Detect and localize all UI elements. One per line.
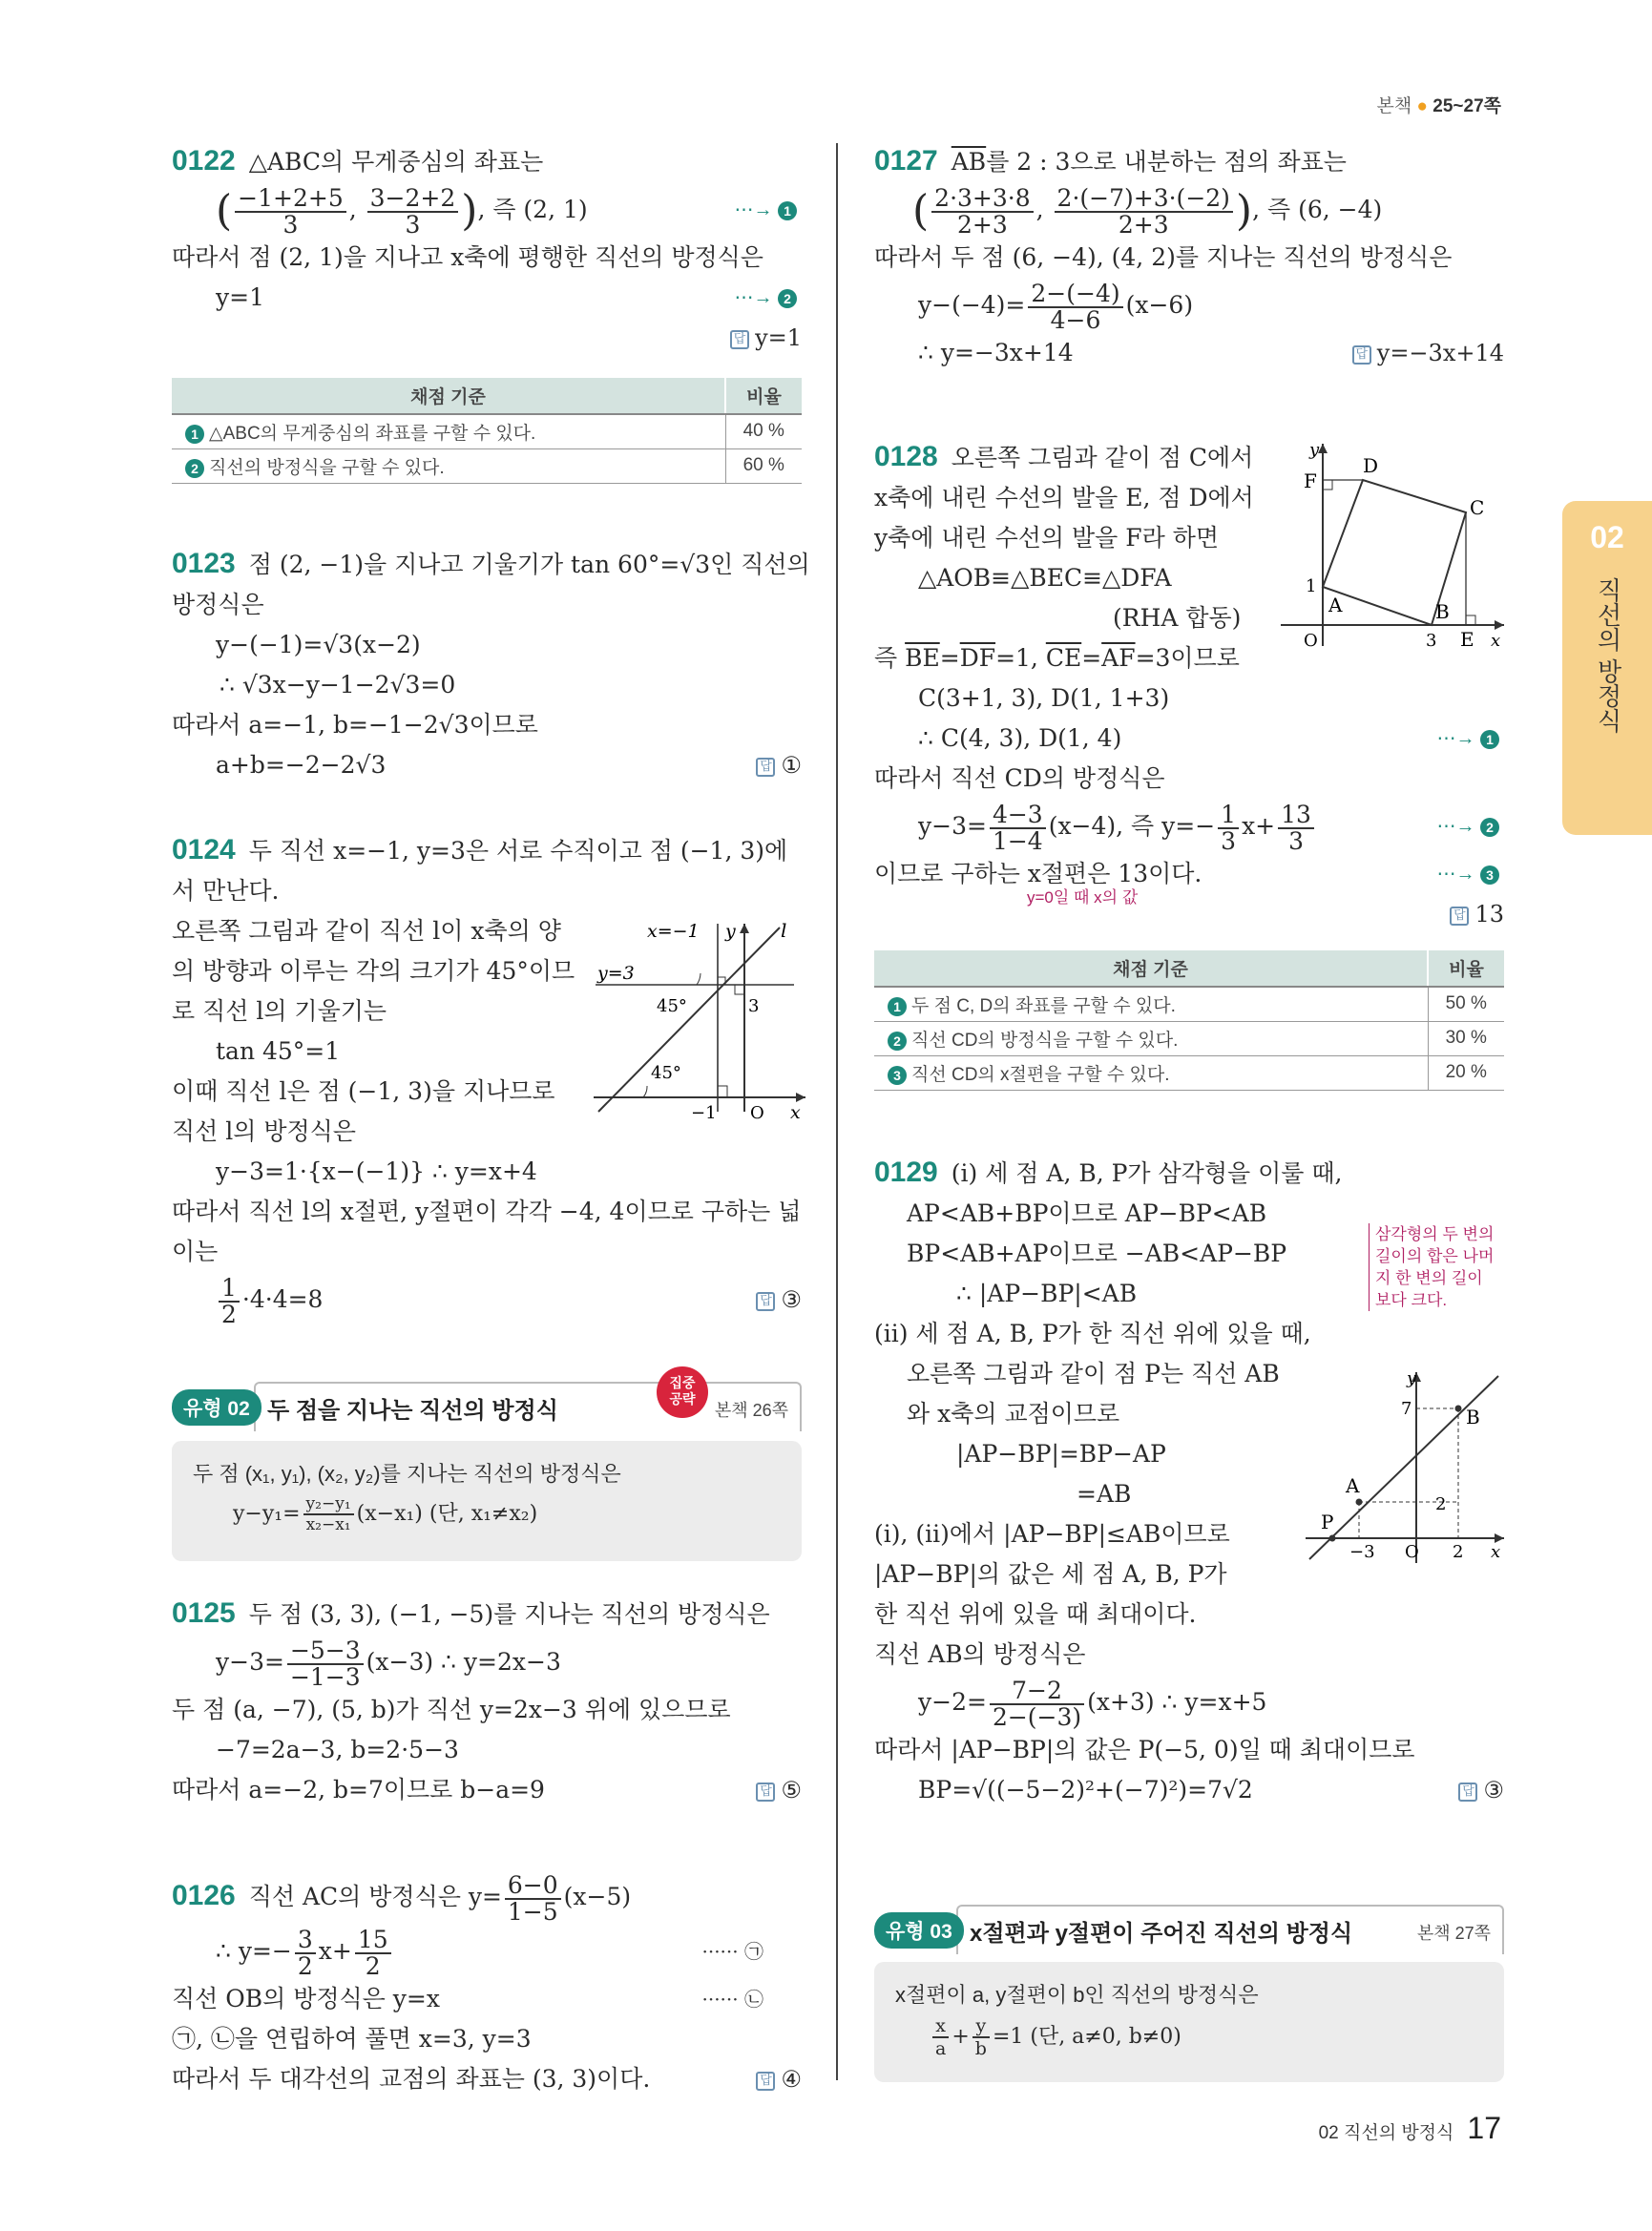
text: 따라서 a=−2, b=7이므로 b−a=9 bbox=[172, 1776, 545, 1804]
label-origin: O bbox=[1304, 631, 1318, 651]
type-reference: 본책 27쪽 bbox=[1416, 1924, 1491, 1943]
numerator: y₂−y₁ bbox=[303, 1494, 354, 1515]
text: y−(−4)= bbox=[918, 291, 1026, 319]
numerator: 6−0 bbox=[505, 1873, 561, 1900]
text: 로 직선 l의 기울기는 bbox=[172, 997, 387, 1025]
text: ① bbox=[781, 752, 802, 779]
problem-0125 bbox=[172, 1594, 802, 1810]
fraction bbox=[990, 1678, 1084, 1730]
label-one: 1 bbox=[1306, 576, 1317, 596]
ratio: 50 % bbox=[1428, 987, 1504, 1021]
text: tan 45°=1 bbox=[216, 1037, 341, 1065]
focus-badge bbox=[657, 1366, 708, 1418]
text: 13 bbox=[1474, 901, 1504, 928]
fraction bbox=[367, 183, 459, 239]
annotation: y=0일 때 x의 값 bbox=[1027, 888, 1139, 907]
text: + bbox=[951, 2025, 970, 2049]
text: (RHA 합동) bbox=[1113, 604, 1242, 632]
denominator: 3 bbox=[1221, 826, 1237, 855]
criterion: 직선 CD의 방정식을 구할 수 있다. bbox=[911, 1030, 1179, 1051]
type-title: x절편과 y절편이 주어진 직선의 방정식 bbox=[970, 1921, 1353, 1947]
answer bbox=[756, 1770, 802, 1810]
answer bbox=[756, 2059, 802, 2099]
label-line-l: l bbox=[781, 919, 787, 942]
text: y−3=1·{x−(−1)} ∴ y=x+4 bbox=[216, 1157, 537, 1185]
text: 이때 직선 l은 점 (−1, 3)을 지나므로 bbox=[172, 1077, 555, 1105]
type-tag: 유형 02 bbox=[172, 1389, 261, 1426]
text: $\overline{AF}$ bbox=[1101, 644, 1136, 672]
type-03-header bbox=[874, 1905, 1504, 1954]
text: = bbox=[1081, 644, 1102, 672]
answer-icon: 답 bbox=[1450, 907, 1469, 926]
text: (x−x₁) (단, x₁≠x₂) bbox=[356, 1502, 538, 1526]
note-line: 지 한 변의 길이 bbox=[1375, 1269, 1483, 1287]
text: y−2= bbox=[918, 1688, 987, 1716]
text: $\overline{AB}$ bbox=[951, 148, 987, 176]
label-point-b: B bbox=[1466, 1406, 1480, 1428]
label-origin: O bbox=[750, 1103, 764, 1121]
label-point-a: A bbox=[1328, 594, 1343, 616]
label-point-c: C bbox=[1470, 496, 1485, 519]
text: $\overline{DF}$ bbox=[959, 644, 996, 672]
note-line: 삼각형의 두 변의 bbox=[1375, 1225, 1495, 1243]
answer bbox=[756, 1272, 802, 1327]
numerator: 1 bbox=[1218, 803, 1239, 829]
text: ㉠, ㉡을 연립하여 풀면 x=3, y=3 bbox=[172, 2025, 532, 2053]
fraction bbox=[505, 1870, 561, 1926]
answer-icon: 답 bbox=[730, 330, 749, 349]
numerator: 3 bbox=[295, 1928, 316, 1954]
numerator: 2−(−4) bbox=[1028, 281, 1122, 308]
denominator: 1−5 bbox=[507, 1897, 558, 1926]
text: 두 직선 x=−1, y=3은 서로 수직이고 점 (−1, 3)에 bbox=[248, 837, 788, 865]
numerator: 13 bbox=[1278, 803, 1314, 829]
text: (x−5) bbox=[563, 1883, 632, 1910]
text: 오른쪽 그림과 같이 점 C에서 bbox=[951, 444, 1254, 471]
denominator: 2+3 bbox=[1118, 210, 1169, 239]
problem-number: 0129 bbox=[874, 1157, 938, 1188]
fraction bbox=[1278, 800, 1314, 855]
text: 두 점 (a, −7), (5, b)가 직선 y=2x−3 위에 있으므로 bbox=[172, 1696, 731, 1723]
fraction bbox=[1028, 281, 1122, 333]
fraction bbox=[355, 1925, 391, 1980]
denominator: 2 bbox=[221, 1300, 237, 1328]
denominator: 3 bbox=[1288, 826, 1304, 855]
text: 따라서 점 (2, 1)을 지나고 x축에 평행한 직선의 방정식은 bbox=[172, 243, 763, 271]
text: 서 만난다. bbox=[172, 877, 280, 905]
label-minus-three: −3 bbox=[1349, 1542, 1375, 1562]
answer-icon: 답 bbox=[756, 2072, 775, 2091]
denominator: −1−3 bbox=[289, 1662, 361, 1691]
page-header bbox=[1377, 92, 1501, 117]
text: 와 x축의 교점이므로 bbox=[907, 1400, 1120, 1428]
type-reference: 본책 26쪽 bbox=[714, 1401, 788, 1420]
text: , 즉 (6, −4) bbox=[1252, 196, 1383, 223]
criterion-number: 2 bbox=[185, 459, 204, 478]
text: y−(−1)=√3(x−2) bbox=[216, 631, 421, 658]
label-x-axis: x bbox=[1491, 1542, 1501, 1562]
ratio: 20 % bbox=[1428, 1055, 1504, 1090]
text: =AB bbox=[1077, 1480, 1132, 1508]
label-minus-one: −1 bbox=[691, 1103, 717, 1121]
text: y=1 bbox=[755, 324, 802, 351]
criterion: △ABC의 무게중심의 좌표를 구할 수 있다. bbox=[209, 423, 536, 444]
text: ⑤ bbox=[781, 1777, 802, 1804]
text: BP=√((−5−2)²+(−7)²)=7√2 bbox=[918, 1776, 1253, 1804]
problem-0127: 0127 $\overline{AB}$를 2 : 3으로 내분하는 점의 좌표는 ( $\frac{2\cdot 3+3\cdot 8}{2+3}$ , $\frac{2\cdot(-7)+3\cdot(-2)}{2+3}$ ), 즉 (6, −4) 따라서 두 점 (6, −4), (4, 2)를 지나는 직선의 방정식은 y−(−4)= $\frac{2-(-4)}{4-6}$ (x−6) ∴ y=−3x+14 답 y=−3x+14 bbox=[874, 141, 1504, 373]
text: 두 점 (3, 3), (−1, −5)를 지나는 직선의 방정식은 bbox=[248, 1600, 770, 1628]
answer bbox=[1458, 1770, 1504, 1810]
ratio: 60 % bbox=[725, 448, 802, 483]
fraction bbox=[972, 2015, 990, 2059]
type-tag: 유형 03 bbox=[874, 1912, 964, 1949]
figure-0128 bbox=[1275, 434, 1510, 654]
problem-number: 0122 bbox=[172, 145, 236, 177]
page-range: 25~27쪽 bbox=[1432, 96, 1501, 116]
text: y−3= bbox=[918, 812, 987, 840]
problem-number: 0128 bbox=[874, 441, 938, 472]
step-marker: ⋯→ 2 bbox=[734, 278, 802, 318]
label-point-f: F bbox=[1304, 469, 1317, 492]
answer-icon: 답 bbox=[756, 1292, 775, 1311]
type-02-summary bbox=[172, 1441, 802, 1561]
fraction bbox=[219, 1273, 240, 1328]
numerator: y bbox=[972, 2015, 990, 2038]
text: △ABC의 무게중심의 좌표는 bbox=[248, 148, 544, 176]
fraction bbox=[990, 800, 1046, 855]
denominator: x₂−x₁ bbox=[305, 1515, 351, 1534]
fraction bbox=[295, 1925, 316, 1980]
scoring-table-0128 bbox=[874, 950, 1504, 1091]
text: △AOB≡△BEC≡△DFA bbox=[918, 564, 1172, 592]
text: =1 (단, a≠0, b≠0) bbox=[992, 2025, 1181, 2049]
scoring-table-0122 bbox=[172, 378, 802, 484]
page-number: 17 bbox=[1467, 2111, 1501, 2145]
label-seven: 7 bbox=[1401, 1399, 1412, 1419]
label-y-eq: y=3 bbox=[597, 963, 635, 984]
text: C(3+1, 3), D(1, 1+3) bbox=[918, 684, 1170, 712]
text: 따라서 a=−1, b=−1−2√3이므로 bbox=[172, 711, 538, 739]
chapter-title: 직선의 방정식 bbox=[1594, 577, 1622, 734]
criterion-number: 1 bbox=[888, 997, 907, 1016]
numerator: 1 bbox=[219, 1276, 240, 1303]
text: x축에 내린 수선의 발을 E, 점 D에서 bbox=[874, 484, 1254, 511]
problem-0126 bbox=[172, 1868, 802, 2099]
denominator: 1−4 bbox=[992, 826, 1043, 855]
text: ③ bbox=[781, 1286, 802, 1313]
numerator: 7−2 bbox=[990, 1678, 1084, 1705]
answer-icon: 답 bbox=[756, 758, 775, 777]
label-y-axis: y bbox=[725, 921, 736, 942]
label-origin: O bbox=[1405, 1542, 1419, 1562]
denominator: b bbox=[974, 2038, 987, 2059]
text: ∴ y=−3x+14 bbox=[918, 339, 1074, 366]
text: ④ bbox=[781, 2066, 802, 2093]
table-row bbox=[172, 414, 802, 448]
text: $\overline{CE}$ bbox=[1045, 644, 1082, 672]
text: 따라서 두 대각선의 교점의 좌표는 (3, 3)이다. bbox=[172, 2065, 651, 2093]
step-marker: ⋯→ 1 bbox=[734, 182, 802, 238]
text: 한 직선 위에 있을 때 최대이다. bbox=[874, 1600, 1197, 1628]
problem-0122: 0122 △ABC의 무게중심의 좌표는 ( $\frac{-1+2+5}{3}$ , $\frac{3-2+2}{3}$ ), 즉 (2, 1) ⋯→ 1 따라서 점 (2, 1)을 지나고 x축에 평행한 직선의 방정식은 y=1 ⋯→ 2 답 y=1 bbox=[172, 141, 802, 358]
numerator: 3−2+2 bbox=[367, 186, 459, 213]
text: 를 2 : 3으로 내분하는 점의 좌표는 bbox=[986, 148, 1347, 176]
label-y-axis: y bbox=[1309, 440, 1320, 460]
label-angle: 45° bbox=[651, 1063, 681, 1083]
text: ∴ |AP−BP|<AB bbox=[956, 1280, 1138, 1307]
criterion: 직선 CD의 x절편을 구할 수 있다. bbox=[911, 1064, 1170, 1085]
label-y-axis: y bbox=[1407, 1368, 1417, 1388]
text: y축에 내린 수선의 발을 F라 하면 bbox=[874, 524, 1220, 552]
text: BP<AB+AP이므로 −AB<AP−BP bbox=[907, 1240, 1287, 1267]
label-point-p: P bbox=[1321, 1511, 1334, 1533]
text: 의 방향과 이루는 각의 크기가 45°이므 bbox=[172, 957, 575, 985]
bullet-icon: ● bbox=[1416, 96, 1428, 116]
text: y−y₁= bbox=[233, 1502, 301, 1526]
figure-0124 bbox=[584, 916, 809, 1121]
text: (ii) 세 점 A, B, P가 한 직선 위에 있을 때, bbox=[874, 1320, 1311, 1347]
table-row bbox=[874, 1055, 1504, 1090]
answer bbox=[756, 745, 802, 785]
criterion-number: 1 bbox=[185, 425, 204, 444]
text: ∴ √3x−y−1−2√3=0 bbox=[220, 671, 456, 698]
fraction bbox=[1055, 183, 1233, 239]
answer bbox=[1352, 333, 1504, 373]
problem-number: 0126 bbox=[172, 1880, 236, 1911]
type-02-header bbox=[172, 1375, 802, 1431]
text: 따라서 직선 CD의 방정식은 bbox=[874, 764, 1165, 792]
denominator: 3 bbox=[282, 210, 299, 239]
denominator: 4−6 bbox=[1050, 305, 1101, 334]
equation-marker: ······ ㉡ bbox=[701, 1988, 763, 2011]
text: 즉 bbox=[874, 644, 906, 672]
text: 이는 bbox=[172, 1238, 219, 1265]
fraction bbox=[287, 1638, 364, 1690]
problem-number: 0124 bbox=[172, 834, 236, 865]
note-line: 보다 크다. bbox=[1375, 1291, 1448, 1309]
badge-text: 집중 bbox=[669, 1375, 696, 1390]
text: y−3= bbox=[216, 1648, 284, 1676]
numerator: 15 bbox=[355, 1928, 391, 1954]
problem-number: 0125 bbox=[172, 1597, 236, 1629]
text: a+b=−2−2√3 bbox=[216, 751, 387, 779]
text: (x−6) bbox=[1125, 291, 1194, 319]
summary-text: 두 점 (x₁, y₁), (x₂, y₂)를 지나는 직선의 방정식은 bbox=[193, 1462, 621, 1486]
problem-number: 0127 bbox=[874, 145, 938, 177]
step-marker: ⋯→ 3 bbox=[1436, 854, 1504, 894]
denominator: 2 bbox=[297, 1951, 313, 1980]
type-title: 두 점을 지나는 직선의 방정식 bbox=[267, 1398, 558, 1424]
chapter-side-tab[interactable] bbox=[1562, 501, 1652, 835]
text: 이므로 구하는 x절편은 13이다. bbox=[874, 860, 1202, 887]
text: (x+3) ∴ y=x+5 bbox=[1087, 1688, 1267, 1716]
table-row bbox=[172, 448, 802, 483]
numerator: 2·3+3·8 bbox=[931, 186, 1033, 213]
text: (x−4), 즉 y=− bbox=[1048, 812, 1216, 840]
numerator: −1+2+5 bbox=[235, 186, 346, 213]
fraction bbox=[303, 1494, 354, 1534]
text: 오른쪽 그림과 같이 직선 l이 x축의 양 bbox=[172, 917, 561, 945]
criterion: 직선의 방정식을 구할 수 있다. bbox=[209, 457, 445, 478]
fraction bbox=[931, 183, 1033, 239]
type-03-summary bbox=[874, 1962, 1504, 2082]
answer bbox=[1450, 894, 1504, 934]
text: 점 (2, −1)을 지나고 기울기가 tan 60°=√3인 직선의 bbox=[248, 551, 810, 578]
text: , 즉 (2, 1) bbox=[477, 196, 588, 223]
table-header: 채점 기준 bbox=[874, 950, 1428, 987]
denominator: 3 bbox=[405, 210, 421, 239]
page-footer bbox=[1319, 2111, 1501, 2146]
numerator: 2·(−7)+3·(−2) bbox=[1055, 186, 1233, 213]
text: ·4·4=8 bbox=[241, 1285, 324, 1313]
text: 오른쪽 그림과 같이 점 P는 직선 AB bbox=[907, 1360, 1280, 1387]
book-label: 본책 bbox=[1376, 96, 1412, 116]
denominator: a bbox=[935, 2038, 947, 2059]
answer bbox=[730, 318, 802, 358]
denominator: 2−(−3) bbox=[992, 1702, 1082, 1731]
text: ∴ y=− bbox=[216, 1937, 292, 1965]
text: 직선 OB의 방정식은 y=x bbox=[172, 1985, 440, 2012]
denominator: 2+3 bbox=[957, 210, 1008, 239]
fraction bbox=[1218, 800, 1239, 855]
text: 직선 AB의 방정식은 bbox=[874, 1640, 1086, 1668]
answer-icon: 답 bbox=[1352, 345, 1371, 365]
problem-number: 0123 bbox=[172, 548, 236, 579]
numerator: x bbox=[932, 2015, 949, 2038]
label-x-eq: x=−1 bbox=[647, 921, 700, 942]
answer-icon: 답 bbox=[1458, 1783, 1477, 1802]
text: |AP−BP|=BP−AP bbox=[956, 1440, 1166, 1468]
label-x-axis: x bbox=[790, 1102, 801, 1121]
answer-icon: 답 bbox=[756, 1783, 775, 1802]
text: ③ bbox=[1483, 1777, 1504, 1804]
equation-marker: ······ ㉠ bbox=[701, 1940, 763, 1963]
label-point-d: D bbox=[1363, 454, 1379, 477]
table-row bbox=[874, 1021, 1504, 1055]
denominator: 2 bbox=[365, 1951, 381, 1980]
footer-chapter: 02 직선의 방정식 bbox=[1318, 2123, 1454, 2143]
side-note bbox=[1369, 1223, 1512, 1311]
label-three: 3 bbox=[1426, 631, 1437, 651]
label-two: 2 bbox=[1435, 1494, 1447, 1514]
step-marker: ⋯→ 1 bbox=[1436, 719, 1504, 759]
fraction bbox=[235, 183, 346, 239]
table-row bbox=[874, 987, 1504, 1021]
numerator: −5−3 bbox=[287, 1638, 364, 1665]
table-header: 채점 기준 bbox=[172, 378, 725, 414]
text: (x−3) ∴ y=2x−3 bbox=[366, 1648, 561, 1676]
label-three: 3 bbox=[748, 996, 760, 1016]
summary-text: x절편이 a, y절편이 b인 직선의 방정식은 bbox=[895, 1983, 1259, 2007]
figure-0129 bbox=[1302, 1366, 1508, 1567]
badge-text: 공략 bbox=[669, 1391, 696, 1407]
text: 따라서 직선 l의 x절편, y절편이 각각 −4, 4이므로 구하는 넓 bbox=[172, 1198, 802, 1225]
label-x-axis: x bbox=[1491, 631, 1501, 651]
step-marker: ⋯→ 2 bbox=[1436, 799, 1504, 854]
text: =3이므로 bbox=[1135, 644, 1240, 672]
label-point-e: E bbox=[1460, 628, 1474, 651]
note-line: 길이의 합은 나머 bbox=[1375, 1247, 1495, 1265]
text: AP<AB+BP이므로 AP−BP<AB bbox=[907, 1199, 1267, 1227]
criterion-number: 2 bbox=[888, 1032, 907, 1051]
text: −7=2a−3, b=2·5−3 bbox=[216, 1736, 459, 1763]
criterion-number: 3 bbox=[888, 1066, 907, 1085]
text: 직선 AC의 방정식은 y= bbox=[248, 1883, 502, 1910]
problem-0123 bbox=[172, 544, 810, 785]
text: y=1 bbox=[216, 283, 264, 311]
label-angle: 45° bbox=[657, 996, 687, 1016]
text: 직선 l의 방정식은 bbox=[172, 1117, 356, 1145]
ratio: 40 % bbox=[725, 414, 802, 448]
text: (i) 세 점 A, B, P가 삼각형을 이룰 때, bbox=[951, 1159, 1343, 1187]
text: = bbox=[939, 644, 960, 672]
fraction bbox=[932, 2015, 949, 2059]
text: =1, bbox=[995, 644, 1046, 672]
text: |AP−BP|의 값은 세 점 A, B, P가 bbox=[874, 1560, 1227, 1588]
label-point-b: B bbox=[1435, 600, 1450, 623]
text: x+ bbox=[318, 1937, 352, 1965]
ratio: 30 % bbox=[1428, 1021, 1504, 1055]
label-two: 2 bbox=[1453, 1542, 1464, 1562]
criterion: 두 점 C, D의 좌표를 구할 수 있다. bbox=[911, 995, 1176, 1016]
text: 따라서 두 점 (6, −4), (4, 2)를 지나는 직선의 방정식은 bbox=[874, 243, 1453, 271]
numerator: 4−3 bbox=[990, 803, 1046, 829]
text: y=−3x+14 bbox=[1376, 340, 1504, 366]
label-point-a: A bbox=[1346, 1474, 1360, 1497]
table-header: 비율 bbox=[725, 378, 802, 414]
text: $\overline{BE}$ bbox=[905, 644, 940, 672]
text: (i), (ii)에서 |AP−BP|≤AB이므로 bbox=[874, 1520, 1230, 1548]
table-header: 비율 bbox=[1428, 950, 1504, 987]
chapter-number: 02 bbox=[1590, 520, 1624, 554]
text: ∴ C(4, 3), D(1, 4) bbox=[918, 724, 1122, 752]
text: 따라서 |AP−BP|의 값은 P(−5, 0)일 때 최대이므로 bbox=[874, 1736, 1415, 1763]
text: x+ bbox=[1242, 812, 1276, 840]
column-divider bbox=[836, 143, 838, 2080]
text: 방정식은 bbox=[172, 591, 264, 618]
